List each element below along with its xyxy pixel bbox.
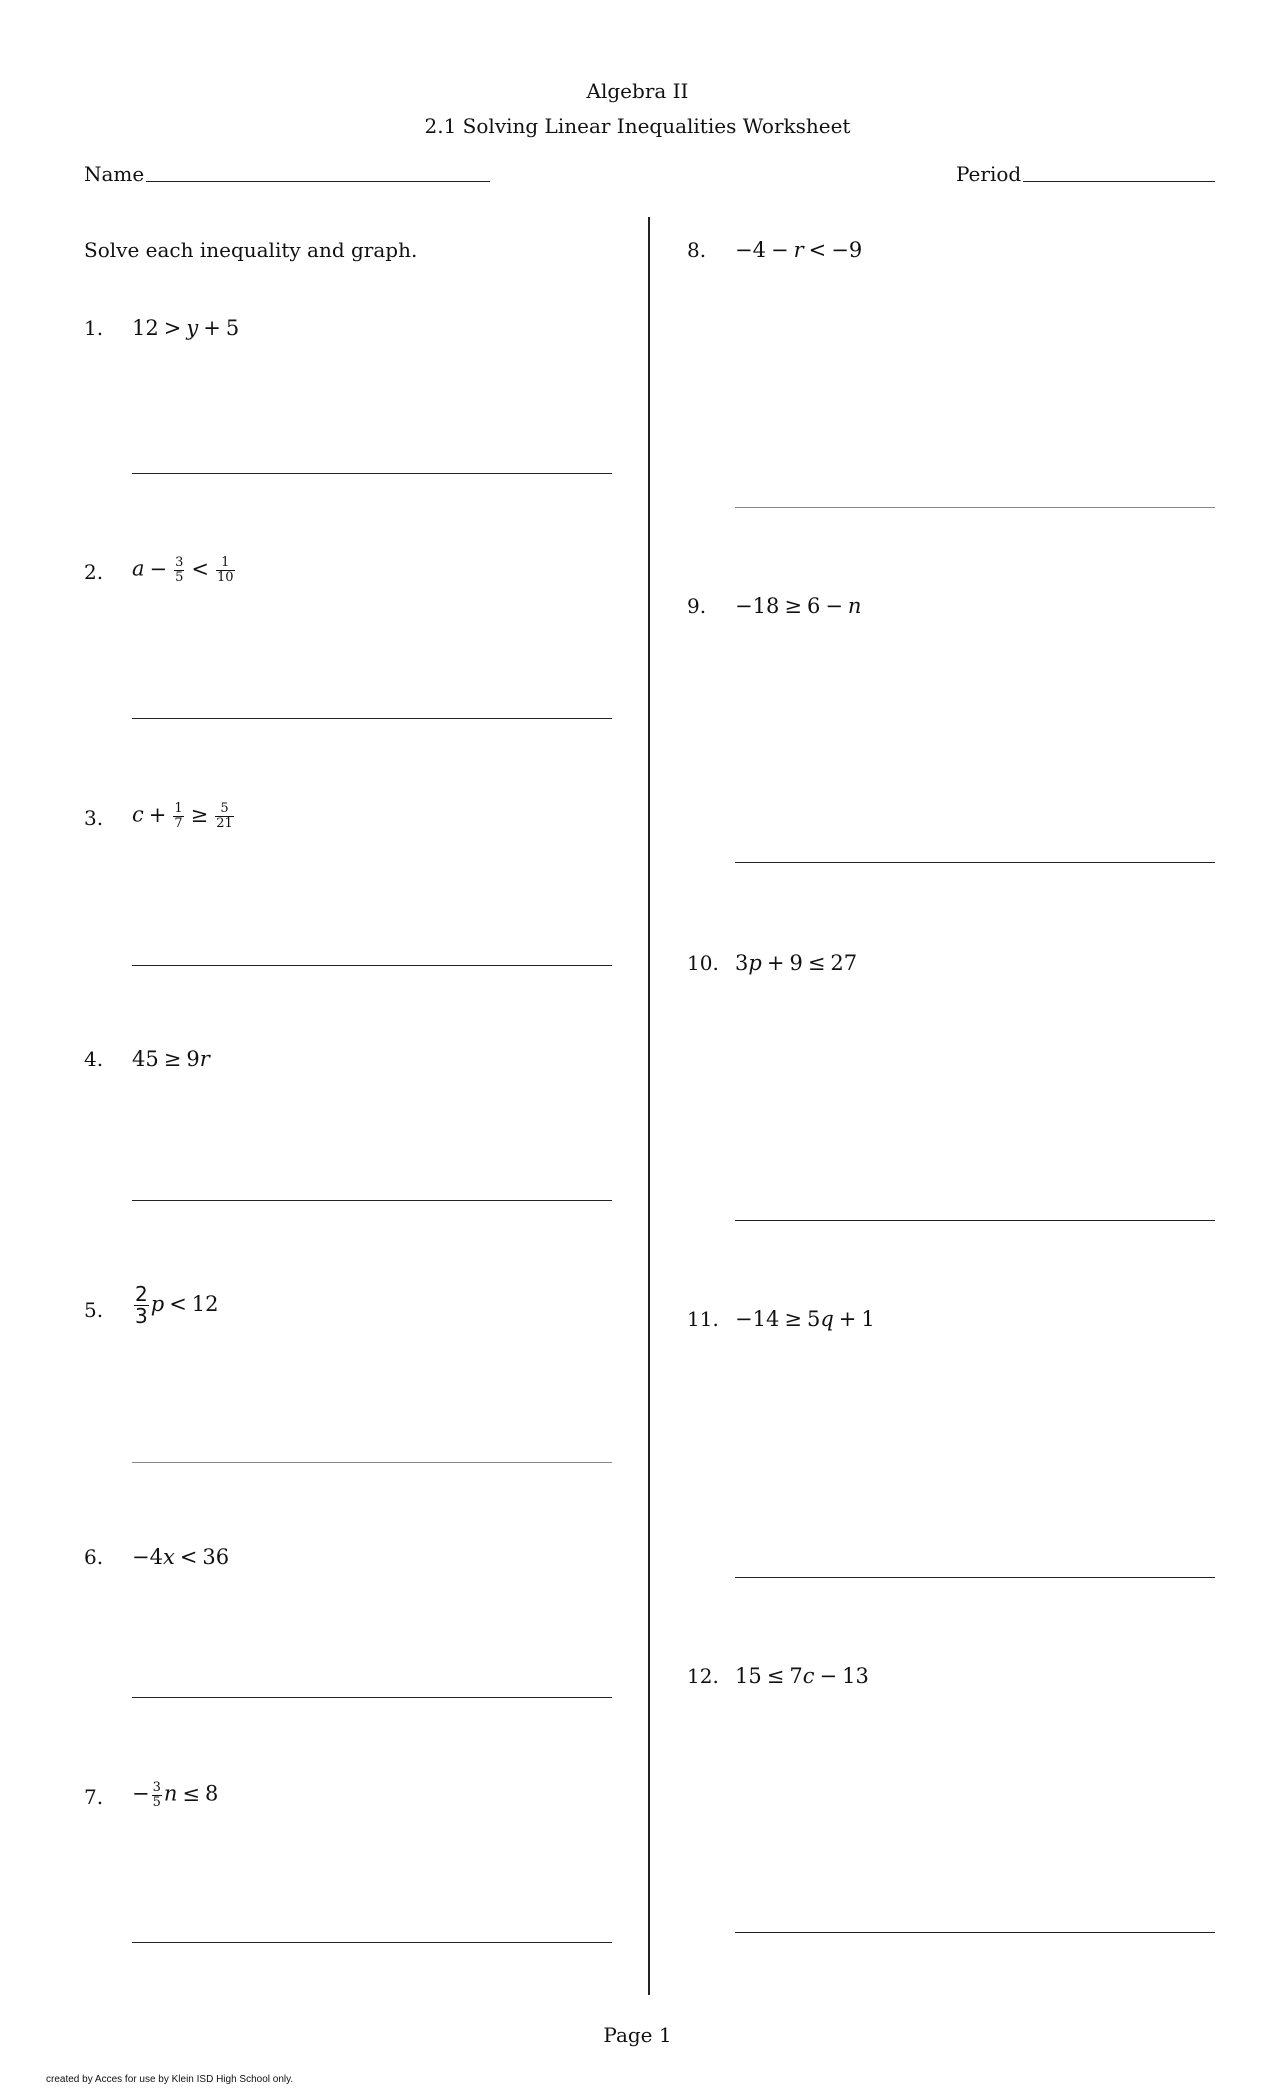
fraction-denominator: 7 <box>174 815 183 831</box>
expr-fraction <box>216 556 235 584</box>
expr-term: 7 <box>789 1664 803 1688</box>
fraction-numerator: 2 <box>135 1282 148 1306</box>
problem-7-answer-line[interactable] <box>132 1942 612 1943</box>
problem-11-number: 11. <box>687 1307 719 1331</box>
problem-10-answer-line[interactable] <box>735 1220 1215 1221</box>
expr-variable: p <box>150 1292 165 1316</box>
column-divider <box>648 217 650 1995</box>
problem-9-answer-line[interactable] <box>735 862 1215 863</box>
problem-12-number: 12. <box>687 1664 719 1688</box>
problem-5-expression <box>132 1284 219 1327</box>
period-label: Period <box>956 162 1022 186</box>
expr-variable: x <box>162 1545 175 1569</box>
problem-6-answer-line[interactable] <box>132 1697 612 1698</box>
expr-variable: n <box>163 1781 178 1806</box>
problem-1-answer-line[interactable] <box>132 473 612 474</box>
expr-operator: ≤ <box>182 1781 201 1806</box>
expr-variable: n <box>847 594 862 618</box>
period-blank-line[interactable] <box>1023 181 1215 182</box>
problem-2-answer-line[interactable] <box>132 718 612 719</box>
expr-fraction <box>173 802 183 830</box>
expr-operator: + <box>203 316 221 340</box>
expr-fraction <box>174 556 184 584</box>
fraction-numerator: 5 <box>215 802 234 817</box>
expr-term: −4 <box>132 1545 163 1569</box>
expr-term: 45 <box>132 1047 159 1071</box>
problem-3-number: 3. <box>84 806 104 830</box>
expr-operator: ≥ <box>190 802 209 827</box>
expr-term: −18 <box>735 594 780 618</box>
problem-10-number: 10. <box>687 951 719 975</box>
problem-6-expression <box>132 1547 229 1568</box>
expr-term: −14 <box>735 1307 780 1331</box>
expr-term: −9 <box>831 238 863 262</box>
page-number: Page 1 <box>603 2023 672 2047</box>
fraction-denominator: 5 <box>175 569 184 585</box>
expr-operator: ≥ <box>784 1307 802 1331</box>
problem-4-expression <box>132 1049 210 1070</box>
expr-variable: r <box>199 1047 210 1071</box>
problem-8-number: 8. <box>687 238 707 262</box>
expr-operator: − <box>825 594 843 618</box>
worksheet-title: 2.1 Solving Linear Inequalities Worksheet <box>424 114 851 138</box>
name-label: Name <box>84 162 145 186</box>
expr-fraction <box>134 1284 149 1327</box>
expr-operator: < <box>808 238 827 262</box>
problem-8-answer-line[interactable] <box>735 507 1215 508</box>
expr-operator: − <box>819 1664 838 1688</box>
problem-12-answer-line[interactable] <box>735 1932 1215 1933</box>
footer-credit: created by Acces for use by Klein ISD High School only. <box>46 2074 294 2085</box>
problem-12-expression <box>735 1666 869 1687</box>
expr-operator: ≥ <box>163 1047 182 1071</box>
expr-variable: a <box>132 556 145 581</box>
fraction-numerator: 1 <box>174 801 183 816</box>
expr-term: 9 <box>186 1047 200 1071</box>
fraction-denominator: 21 <box>216 815 233 831</box>
expr-term: 3 <box>735 951 749 975</box>
expr-variable: p <box>748 951 762 975</box>
expr-operator: ≤ <box>766 1664 785 1688</box>
problem-11-answer-line[interactable] <box>735 1577 1215 1578</box>
expr-operator: < <box>179 1545 198 1569</box>
problem-11-expression <box>735 1309 875 1330</box>
expr-operator: − <box>770 238 789 262</box>
expr-term: 5 <box>225 316 240 340</box>
problem-4-answer-line[interactable] <box>132 1200 612 1201</box>
expr-operator: − <box>149 556 168 581</box>
expr-operator: < <box>169 1292 187 1316</box>
expr-variable: y <box>186 316 199 340</box>
expr-variable: c <box>802 1664 815 1688</box>
worksheet-course-title: Algebra II <box>586 79 689 103</box>
problem-3-answer-line[interactable] <box>132 965 612 966</box>
expr-fraction <box>152 1781 162 1809</box>
fraction-denominator: 10 <box>217 569 234 585</box>
expr-term: 9 <box>789 951 803 975</box>
expr-term: −4 <box>735 238 766 262</box>
expr-operator: − <box>132 1781 150 1806</box>
problem-7-number: 7. <box>84 1785 104 1809</box>
problem-10-expression <box>735 953 857 974</box>
expr-variable: q <box>820 1307 834 1331</box>
expr-term: 27 <box>830 951 858 975</box>
expr-term: 36 <box>202 1545 230 1569</box>
problem-9-expression <box>735 596 861 617</box>
fraction-numerator: 1 <box>216 556 235 571</box>
expr-operator: + <box>838 1307 857 1331</box>
name-blank-line[interactable] <box>146 181 490 182</box>
expr-operator: + <box>148 802 167 827</box>
expr-operator: ≥ <box>784 594 802 618</box>
expr-operator: + <box>766 951 785 975</box>
problem-1-expression <box>132 318 239 339</box>
problem-5-number: 5. <box>84 1298 104 1322</box>
problem-9-number: 9. <box>687 594 707 618</box>
problem-2-number: 2. <box>84 560 104 584</box>
expr-variable: c <box>132 802 144 827</box>
problem-7-expression <box>132 1781 218 1809</box>
expr-fraction <box>215 802 234 830</box>
expr-operator: ≤ <box>807 951 826 975</box>
problem-6-number: 6. <box>84 1545 104 1569</box>
expr-term: 13 <box>842 1664 869 1688</box>
expr-operator: > <box>163 316 182 340</box>
problem-4-number: 4. <box>84 1047 104 1071</box>
problem-1-number: 1. <box>84 316 104 340</box>
expr-operator: < <box>191 556 210 581</box>
fraction-denominator: 3 <box>135 1304 148 1328</box>
expr-variable: r <box>793 238 804 262</box>
problem-3-expression <box>132 802 236 830</box>
problem-5-answer-line[interactable] <box>132 1462 612 1463</box>
expr-term: 12 <box>132 316 159 340</box>
fraction-numerator: 3 <box>175 555 184 570</box>
problem-8-expression <box>735 240 862 261</box>
expr-term: 12 <box>191 1292 219 1316</box>
expr-term: 1 <box>861 1307 875 1331</box>
problem-2-expression <box>132 556 237 584</box>
expr-term: 5 <box>806 1307 821 1331</box>
fraction-numerator: 3 <box>152 1780 161 1795</box>
expr-term: 8 <box>205 1781 219 1806</box>
expr-term: 6 <box>806 594 821 618</box>
fraction-denominator: 5 <box>152 1794 161 1810</box>
instructions: Solve each inequality and graph. <box>84 238 418 262</box>
expr-term: 15 <box>735 1664 762 1688</box>
